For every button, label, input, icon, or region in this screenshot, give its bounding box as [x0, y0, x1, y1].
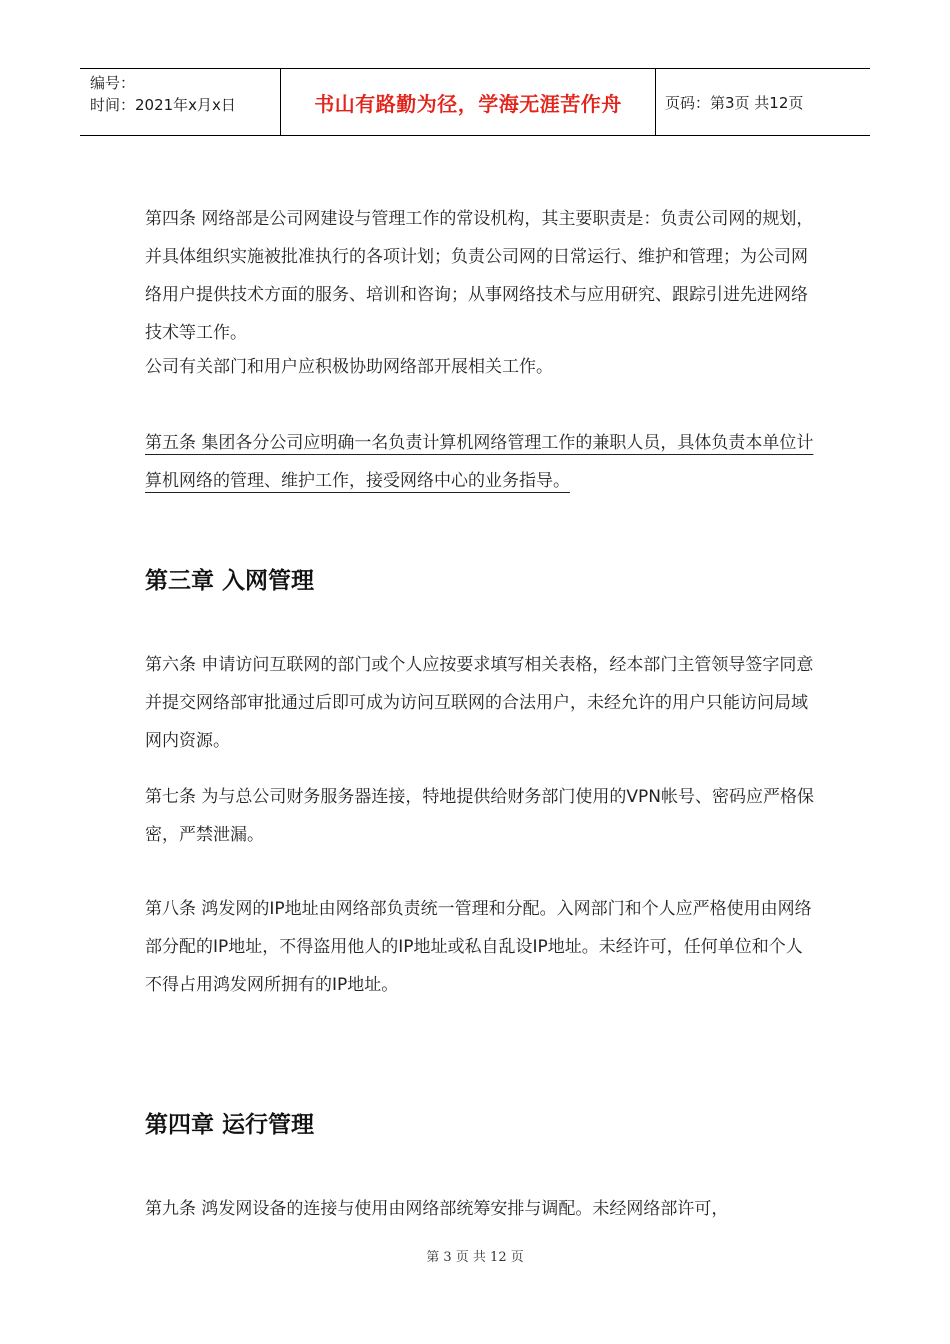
chapter-4-heading: 第四章 运行管理	[145, 1112, 315, 1138]
article-5: 第五条 集团各分公司应明确一名负责计算机网络管理工作的兼职人员，具体负责本单位计算机网络的管理、维护工作，接受网络中心的业务指导。	[145, 433, 814, 491]
number-label: 编号：	[90, 74, 136, 92]
page-footer: 第 3 页 共 12 页	[426, 1250, 524, 1265]
article-9: 第九条 鸿发网设备的连接与使用由网络部统筹安排与调配。未经网络部许可，	[145, 1199, 729, 1219]
time-label: 时间：2021年x月x日	[90, 96, 236, 114]
header-page-info: 页码：第3页 共12页	[665, 93, 804, 112]
header-meta	[80, 69, 280, 135]
article-7: 第七条 为与总公司财务服务器连接，特地提供给财务部门使用的VPN帐号、密码应严格保密，严禁泄漏。	[145, 787, 814, 845]
page-header	[80, 68, 870, 136]
article-4: 第四条 网络部是公司网建设与管理工作的常设机构，其主要职责是：负责公司网的规划，并具体组织实施被批准执行的各项计划；负责公司网的日常运行、维护和管理；为公司网络用户提供技术方面的服务、培训和咨询；从事网络技术与应用研究、跟踪引进先进网络技术等工作。	[145, 209, 814, 343]
article-6: 第六条 申请访问互联网的部门或个人应按要求填写相关表格，经本部门主管领导签字同意并提交网络部审批通过后即可成为访问互联网的合法用户，未经允许的用户只能访问局域网内资源。	[145, 655, 814, 751]
article-8: 第八条 鸿发网的IP地址由网络部负责统一管理和分配。入网部门和个人应严格使用由网络部分配的IP地址，不得盗用他人的IP地址或私自乱设IP地址。未经许可，任何单位和个人不得占用鸿发网所拥有的IP地址。	[145, 899, 812, 995]
chapter-3-heading: 第三章 入网管理	[145, 568, 315, 594]
header-motto: 书山有路勤为径，学海无涯苦作舟	[280, 69, 656, 135]
article-4-note: 公司有关部门和用户应积极协助网络部开展相关工作。	[145, 357, 553, 377]
